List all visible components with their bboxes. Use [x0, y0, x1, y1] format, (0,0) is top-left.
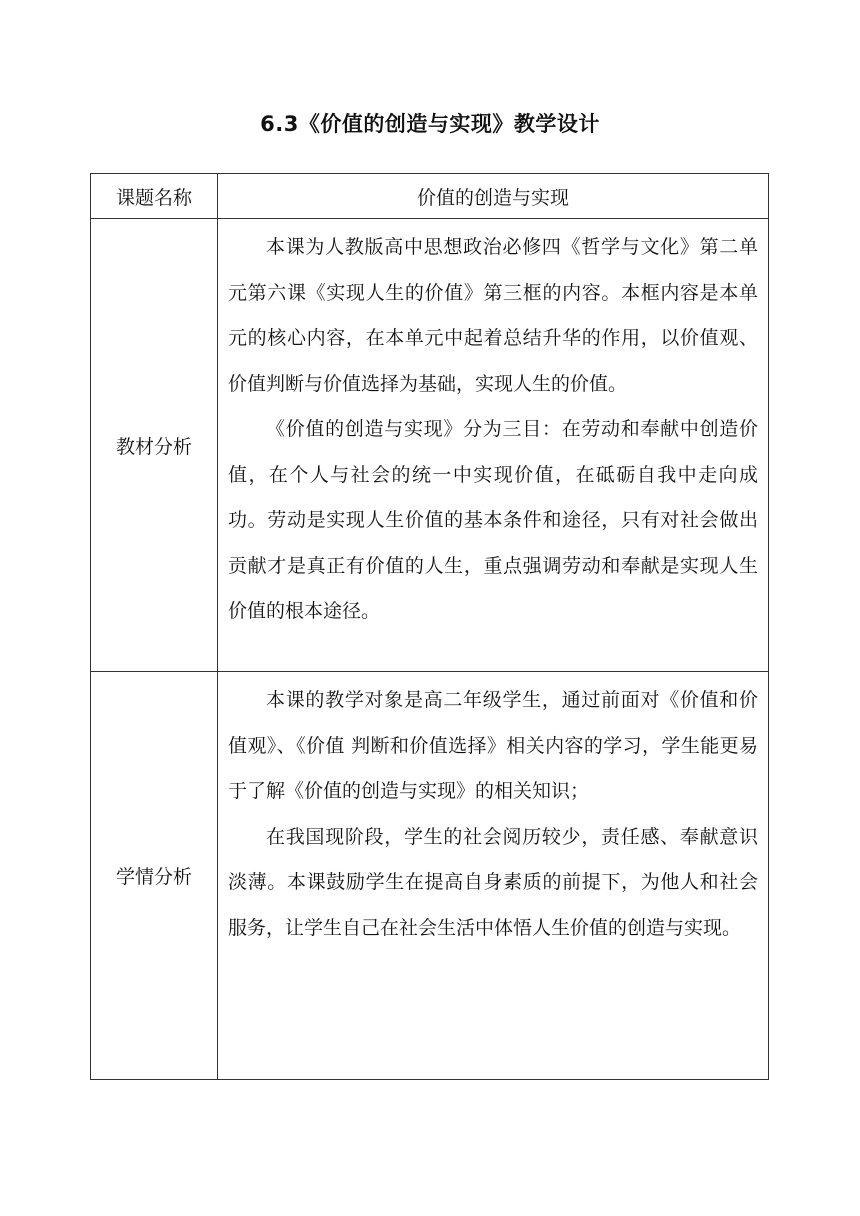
- student-analysis-paragraph-2: 在我国现阶段，学生的社会阅历较少，责任感、奉献意识淡薄。本课鼓励学生在提高自身素质的前提下，为他人和社会服务，让学生自己在社会生活中体悟人生价值的创造与实现。: [228, 825, 758, 939]
- table-row-student-analysis: [91, 672, 769, 1080]
- topic-label-cell: 课题名称: [91, 174, 218, 219]
- lesson-design-table: [90, 173, 769, 1080]
- material-analysis-paragraph-1: 本课为人教版高中思想政治必修四《哲学与文化》第二单元第六课《实现人生的价值》第三框的内容。本框内容是本单元的核心内容，在本单元中起着总结升华的作用，以价值观、价值判断与价值选择为基础，实现人生的价值。: [228, 236, 758, 395]
- material-analysis-content: [218, 219, 769, 672]
- table-row-topic: [91, 174, 769, 219]
- table-row-material-analysis: [91, 219, 769, 672]
- material-analysis-paragraph-2: 《价值的创造与实现》分为三目：在劳动和奉献中创造价值，在个人与社会的统一中实现价值，在砥砺自我中走向成功。劳动是实现人生价值的基本条件和途径，只有对社会做出贡献才是真正有价值的人生，重点强调劳动和奉献是实现人生价值的根本途径。: [228, 418, 758, 622]
- student-analysis-content: [218, 672, 769, 1080]
- material-analysis-label: 教材分析: [91, 219, 218, 672]
- student-analysis-paragraph-1: 本课的教学对象是高二年级学生，通过前面对《价值和价值观》、《价值 判断和价值选择》相关内容的学习，学生能更易于了解《价值的创造与实现》的相关知识；: [228, 689, 758, 802]
- student-analysis-label: 学情分析: [91, 672, 218, 1080]
- topic-value-cell: 价值的创造与实现: [218, 174, 769, 219]
- page-title: 6.3《价值的创造与实现》教学设计: [260, 112, 600, 136]
